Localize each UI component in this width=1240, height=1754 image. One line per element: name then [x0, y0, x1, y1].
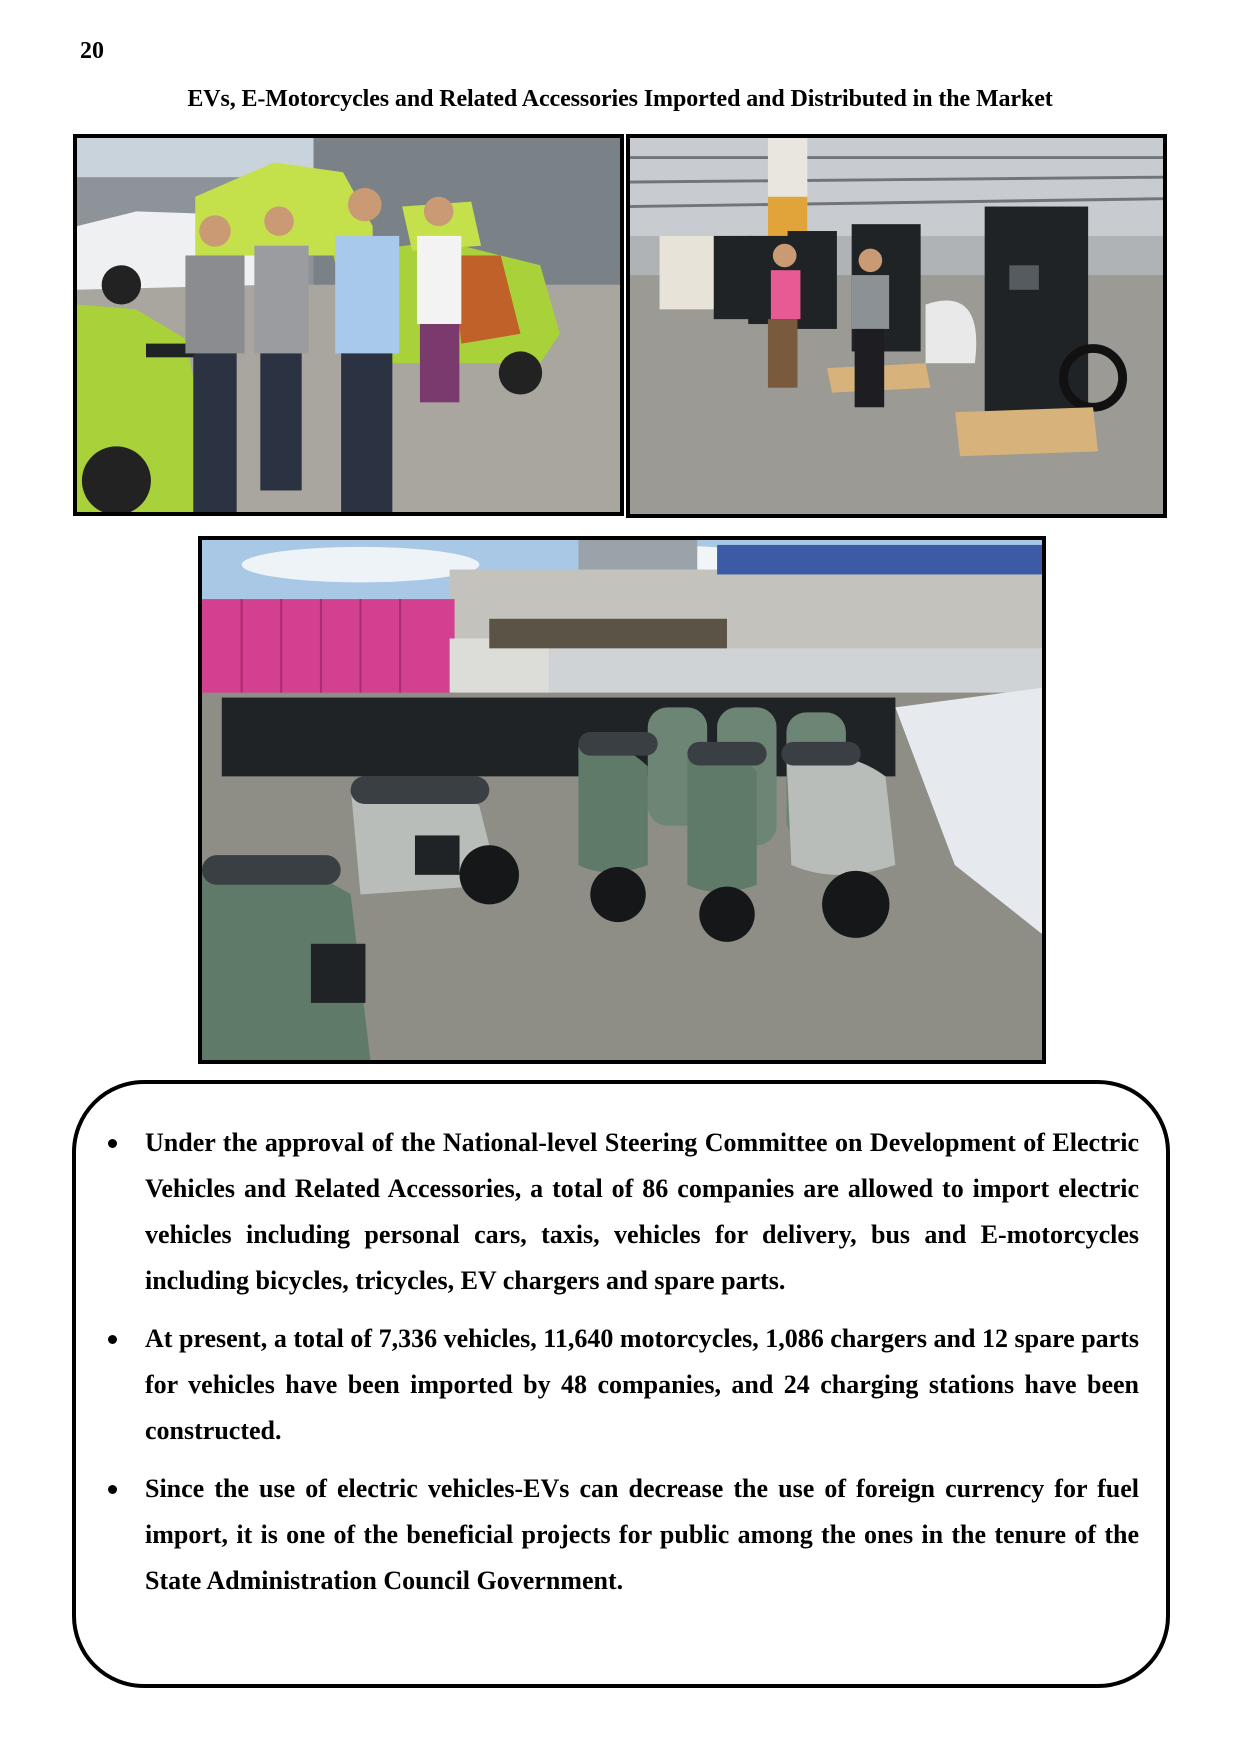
bullet-text: At present, a total of 7,336 vehicles, 11,640 motorcycles, 1,086 chargers and 12 spare parts for vehicles have been imported by 48 companies, and 24 charging stations have been constructed.	[145, 1324, 1139, 1445]
bullet-text: Since the use of electric vehicles-EVs can decrease the use of foreign currency for fuel import, it is one of the beneficial projects for public among the ones in the tenure of the State Administration Council Government.	[145, 1474, 1139, 1595]
chargers-photo	[626, 134, 1167, 518]
info-box	[72, 1080, 1170, 1688]
list-item	[145, 1120, 1139, 1304]
page-title: EVs, E-Motorcycles and Related Accessories Imported and Distributed in the Market	[187, 86, 1053, 112]
bullet-icon	[108, 1485, 117, 1494]
cars-inspection-illustration	[77, 138, 620, 512]
bullet-list	[76, 1120, 1166, 1616]
bullet-icon	[108, 1139, 117, 1148]
list-item	[145, 1466, 1139, 1604]
scooters-photo	[198, 536, 1046, 1064]
list-item	[145, 1316, 1139, 1454]
bullet-text: Under the approval of the National-level Steering Committee on Development of Electric Vehicles and Related Accessories, a total of 86 companies are allowed to import electric vehicles including personal cars, taxis, vehicles for delivery, bus and E-motorcycles including bicycles, tricycles, EV chargers and spare parts.	[145, 1128, 1139, 1295]
scooters-illustration	[202, 540, 1042, 1060]
bullet-icon	[108, 1335, 117, 1344]
cars-inspection-photo	[73, 134, 624, 516]
page-number: 20	[80, 38, 104, 64]
chargers-illustration	[630, 138, 1163, 514]
